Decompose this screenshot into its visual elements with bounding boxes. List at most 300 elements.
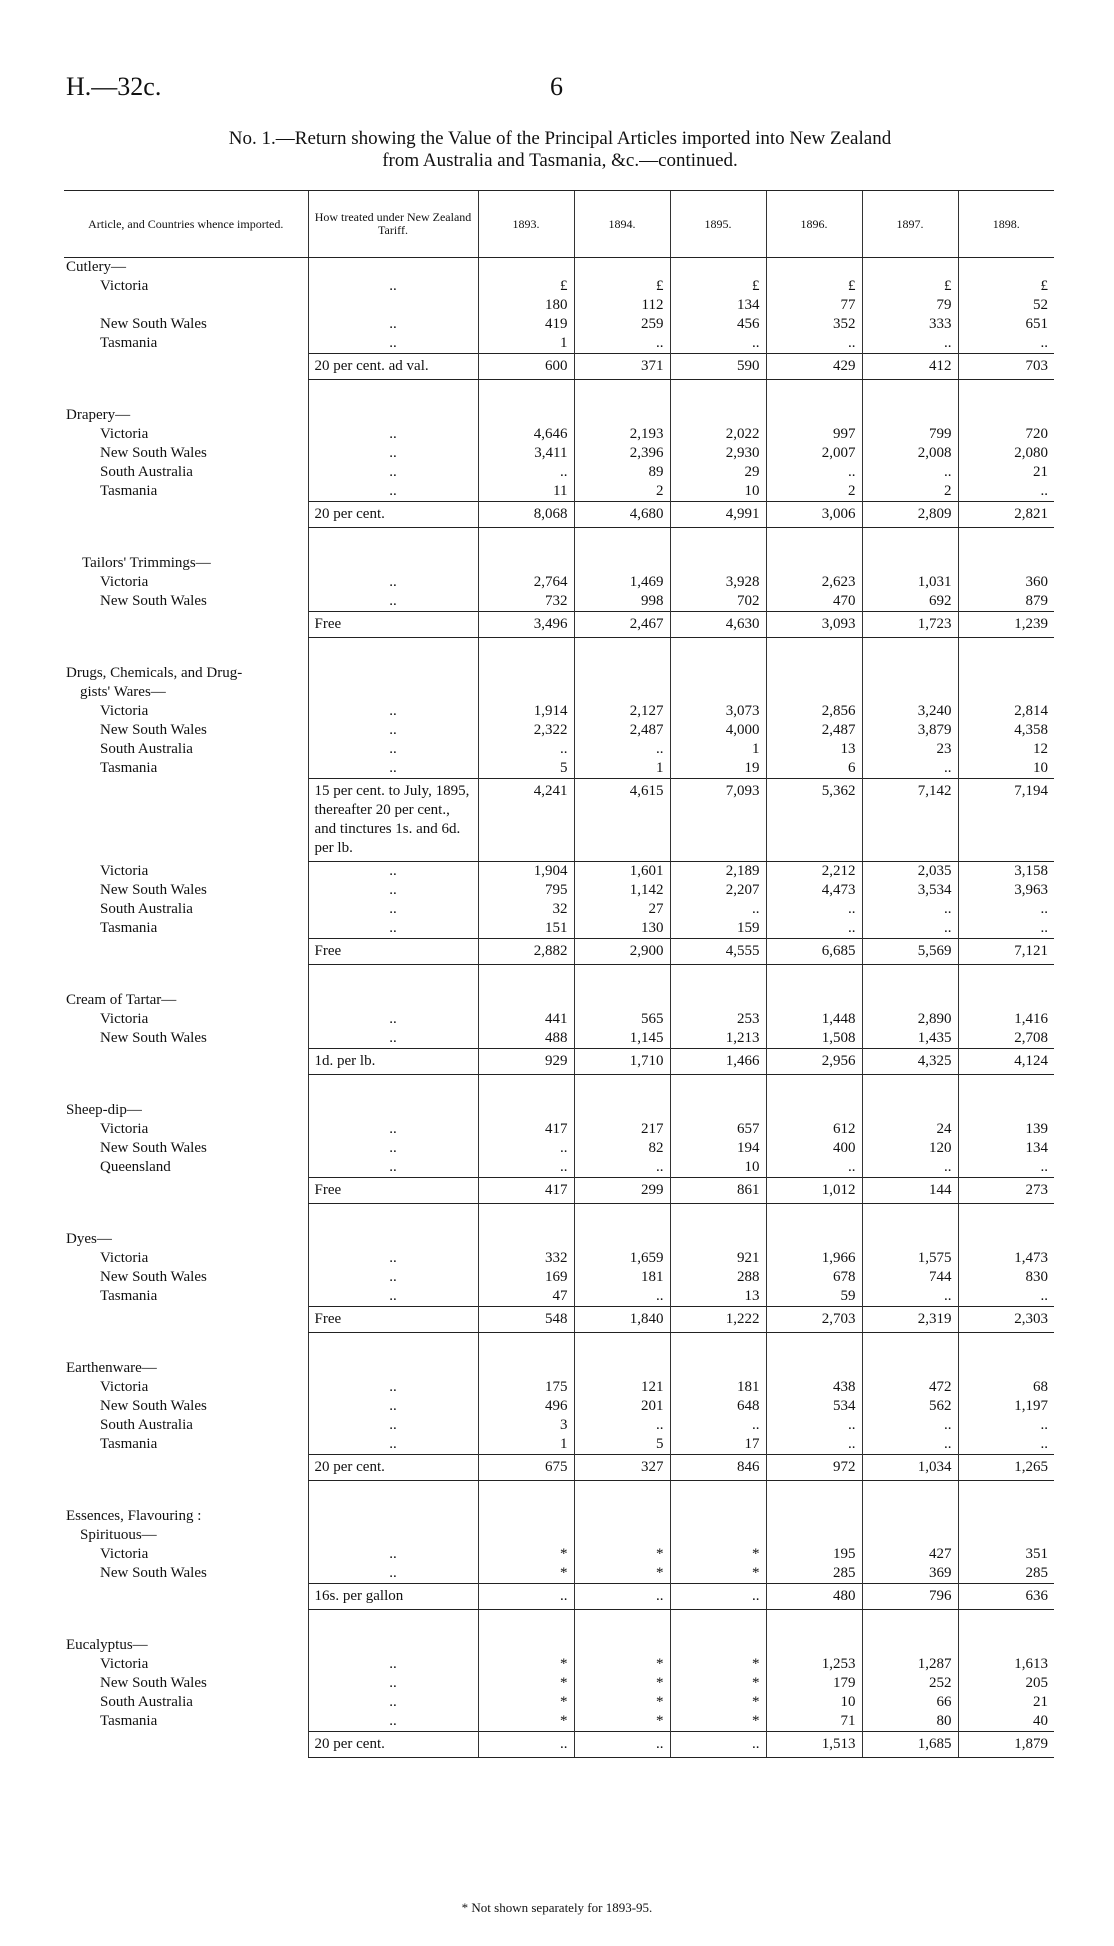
empty-cell (574, 683, 670, 702)
value-cell (574, 1397, 670, 1416)
value-cell (766, 919, 862, 939)
tariff-treatment: .. (389, 426, 397, 442)
empty-cell (64, 1455, 308, 1481)
article-heading (64, 683, 308, 702)
value: 1,840 (629, 1311, 664, 1327)
value: 612 (833, 1121, 856, 1137)
country-label: Tasmania (100, 920, 158, 936)
tariff-treatment: Free (314, 1311, 342, 1327)
value: 1,508 (821, 1030, 856, 1046)
value-cell (574, 1674, 670, 1693)
country-cell (64, 740, 308, 759)
country-cell (64, 1287, 308, 1307)
value-cell (574, 1287, 670, 1307)
country-row (64, 1158, 1054, 1178)
tariff-cell (308, 592, 478, 612)
section-spacer (64, 1333, 1054, 1360)
tariff-treatment: .. (389, 464, 397, 480)
value: .. (1040, 335, 1048, 351)
value: 5 (656, 1436, 664, 1452)
article-heading-row (64, 1526, 1054, 1545)
value-cell (958, 919, 1054, 939)
article-heading (64, 1507, 308, 1526)
value-cell (958, 277, 1054, 315)
value: 590 (737, 358, 760, 374)
value: .. (656, 335, 664, 351)
tariff-cell (308, 939, 478, 965)
value: 562 (929, 1398, 952, 1414)
value-cell (766, 277, 862, 315)
value-cell (670, 573, 766, 592)
country-label: Tasmania (100, 1713, 158, 1729)
country-row (64, 334, 1054, 354)
value: 27 (648, 901, 664, 917)
spacer-cell (574, 1481, 670, 1508)
spacer-cell (308, 1610, 478, 1637)
country-cell (64, 444, 308, 463)
empty-cell (958, 664, 1054, 683)
value: .. (656, 1417, 664, 1433)
value-cell (958, 502, 1054, 528)
tariff-treatment: .. (389, 1417, 397, 1433)
value: .. (944, 760, 952, 776)
value: 2,007 (821, 445, 856, 461)
spacer-cell (766, 528, 862, 555)
value: 2,814 (1014, 703, 1048, 719)
value: 1,966 (821, 1250, 856, 1266)
country-cell (64, 1564, 308, 1584)
value-cell (862, 919, 958, 939)
value: 6 (848, 760, 856, 776)
value-cell (766, 900, 862, 919)
empty-cell (574, 1507, 670, 1526)
value-cell (862, 1158, 958, 1178)
value-cell (670, 1029, 766, 1049)
value: .. (560, 1588, 568, 1604)
tariff-treatment: .. (389, 760, 397, 776)
tariff-cell (308, 425, 478, 444)
value: 2,890 (917, 1011, 952, 1027)
section-spacer (64, 638, 1054, 665)
empty-cell (308, 664, 478, 683)
value-cell (478, 1029, 574, 1049)
spacer-cell (64, 1204, 308, 1231)
spacer-cell (766, 380, 862, 407)
value: 5 (560, 760, 568, 776)
tariff-cell (308, 1307, 478, 1333)
value-cell (862, 315, 958, 334)
value-cell (670, 881, 766, 900)
empty-cell (478, 406, 574, 425)
value-cell (862, 779, 958, 862)
value: .. (560, 741, 568, 757)
value: 2,127 (629, 703, 664, 719)
value: 702 (737, 593, 760, 609)
tariff-treatment: .. (389, 1713, 397, 1729)
empty-cell (862, 1526, 958, 1545)
spacer-cell (478, 380, 574, 407)
article-heading-row (64, 683, 1054, 702)
value-cell (862, 1049, 958, 1075)
value: * (560, 1713, 568, 1729)
tariff-cell (308, 1455, 478, 1481)
value: 17 (744, 1436, 760, 1452)
empty-cell (64, 1178, 308, 1204)
value-cell (766, 779, 862, 862)
column-header: How treated under New Zealand Tariff. (308, 191, 478, 258)
value: 169 (545, 1269, 568, 1285)
value-cell (670, 1545, 766, 1564)
value-cell (766, 1268, 862, 1287)
spacer-cell (574, 528, 670, 555)
value-cell (670, 779, 766, 862)
section-spacer (64, 1610, 1054, 1637)
value-cell (670, 1674, 766, 1693)
value-cell (958, 1378, 1054, 1397)
value-cell (958, 1010, 1054, 1029)
spacer-cell (958, 1333, 1054, 1360)
value-cell (766, 862, 862, 882)
total-row (64, 502, 1054, 528)
value: 12 (1033, 741, 1048, 757)
value: * (656, 1694, 664, 1710)
value: 2,035 (917, 863, 952, 879)
tariff-treatment: .. (389, 1656, 397, 1672)
value: 1,034 (917, 1459, 952, 1475)
section-spacer (64, 1481, 1054, 1508)
total-row (64, 612, 1054, 638)
value: 130 (641, 920, 664, 936)
article-heading (64, 1359, 308, 1378)
value-cell (670, 702, 766, 721)
value-cell (958, 1584, 1054, 1610)
value-cell (478, 1139, 574, 1158)
value-cell (958, 900, 1054, 919)
value-cell (766, 425, 862, 444)
empty-cell (766, 258, 862, 278)
country-label: Tasmania (100, 335, 158, 351)
value-cell (670, 740, 766, 759)
total-row (64, 1584, 1054, 1610)
empty-cell (862, 1507, 958, 1526)
empty-cell (862, 664, 958, 683)
spacer-cell (862, 1481, 958, 1508)
value: 71 (840, 1713, 856, 1729)
value: 181 (641, 1269, 664, 1285)
value-cell (574, 612, 670, 638)
value: .. (848, 464, 856, 480)
article-heading-row (64, 1636, 1054, 1655)
value: .. (944, 1417, 952, 1433)
article-heading-row (64, 554, 1054, 573)
value: 1 (560, 1436, 568, 1452)
value-cell (478, 1564, 574, 1584)
value-cell (958, 1049, 1054, 1075)
tariff-cell (308, 463, 478, 482)
value: 7,142 (917, 783, 952, 799)
value-cell (574, 1564, 670, 1584)
value: 2,956 (821, 1053, 856, 1069)
value: 217 (641, 1121, 664, 1137)
value-cell (574, 425, 670, 444)
value: 2,856 (821, 703, 856, 719)
value-cell (766, 1397, 862, 1416)
value-cell (766, 1049, 862, 1075)
value-cell (478, 1178, 574, 1204)
value-cell (670, 1416, 766, 1435)
value: 1,253 (821, 1656, 856, 1672)
value-cell (958, 1655, 1054, 1674)
title-line-1: No. 1.—Return showing the Value of the Principal Articles imported into New Zealand (228, 128, 892, 149)
country-label: Queensland (100, 1159, 171, 1175)
empty-cell (766, 1636, 862, 1655)
country-row (64, 1564, 1054, 1584)
empty-cell (766, 1526, 862, 1545)
value-cell (574, 1249, 670, 1268)
section-spacer (64, 528, 1054, 555)
country-label: New South Wales (100, 1565, 207, 1581)
country-cell (64, 900, 308, 919)
tariff-cell (308, 573, 478, 592)
value: 7,093 (725, 783, 760, 799)
value-cell (670, 1249, 766, 1268)
value-cell (862, 1712, 958, 1732)
country-row (64, 1378, 1054, 1397)
value-cell (862, 881, 958, 900)
value: 441 (545, 1011, 568, 1027)
spacer-cell (862, 965, 958, 992)
country-label: New South Wales (100, 316, 207, 332)
tariff-treatment: .. (389, 1269, 397, 1285)
value: 175 (545, 1379, 568, 1395)
value: 3,879 (917, 722, 952, 738)
tariff-cell (308, 1178, 478, 1204)
value-cell (958, 1158, 1054, 1178)
empty-cell (308, 1101, 478, 1120)
value-cell (574, 1049, 670, 1075)
value: * (656, 1656, 664, 1672)
value: 438 (833, 1379, 856, 1395)
value: .. (656, 1736, 664, 1752)
value: 548 (545, 1311, 568, 1327)
value: 66 (936, 1694, 952, 1710)
value-cell (574, 1178, 670, 1204)
value: 692 (929, 593, 952, 609)
value-cell (478, 1307, 574, 1333)
value-cell (478, 354, 574, 380)
tariff-cell (308, 1693, 478, 1712)
spacer-cell (670, 638, 766, 665)
value-cell (670, 939, 766, 965)
tariff-cell (308, 1655, 478, 1674)
value: * (560, 1656, 568, 1672)
value: 419 (545, 316, 568, 332)
country-row (64, 482, 1054, 502)
value-cell (862, 482, 958, 502)
empty-cell (574, 1101, 670, 1120)
country-row (64, 1249, 1054, 1268)
value: 2,487 (629, 722, 664, 738)
country-row (64, 1397, 1054, 1416)
value: 3,073 (725, 703, 760, 719)
column-header: 1896. (766, 191, 862, 258)
value: 19 (744, 760, 760, 776)
value: 1,601 (629, 863, 664, 879)
value: 2,882 (533, 943, 568, 959)
tariff-treatment: 20 per cent. (314, 1459, 385, 1475)
value: 657 (737, 1121, 760, 1137)
value-cell (478, 1455, 574, 1481)
tariff-cell (308, 1712, 478, 1732)
tariff-cell (308, 1435, 478, 1455)
value: 2,207 (725, 882, 760, 898)
value: 1,723 (917, 616, 952, 632)
empty-cell (308, 683, 478, 702)
value: 121 (641, 1379, 664, 1395)
value-cell (574, 463, 670, 482)
country-row (64, 1435, 1054, 1455)
value: 3,411 (534, 445, 568, 461)
section-spacer (64, 965, 1054, 992)
value-cell (958, 1732, 1054, 1758)
value-cell (574, 1158, 670, 1178)
value: 195 (833, 1546, 856, 1562)
country-cell (64, 1397, 308, 1416)
value: .. (848, 335, 856, 351)
article-heading-label: Cutlery— (66, 259, 126, 275)
value-cell (574, 277, 670, 315)
value-cell (478, 1435, 574, 1455)
value-cell (958, 1120, 1054, 1139)
empty-cell (478, 1526, 574, 1545)
value: 1,879 (1014, 1736, 1048, 1752)
value-cell (862, 1029, 958, 1049)
value: * (656, 1675, 664, 1691)
article-heading-label: Cream of Tartar— (66, 992, 177, 1008)
value: 675 (545, 1459, 568, 1475)
value: 205 (1025, 1675, 1048, 1691)
value: .. (560, 1159, 568, 1175)
value: .. (944, 1159, 952, 1175)
empty-cell (478, 1230, 574, 1249)
total-row (64, 1732, 1054, 1758)
value-cell (862, 1655, 958, 1674)
value-cell (478, 900, 574, 919)
value-cell (862, 702, 958, 721)
value-cell (478, 1010, 574, 1029)
country-label: Tasmania (100, 1288, 158, 1304)
value: 1,239 (1014, 616, 1048, 632)
country-row (64, 1287, 1054, 1307)
value-cell (574, 1712, 670, 1732)
value: £ 79 (936, 278, 952, 313)
country-row (64, 1545, 1054, 1564)
empty-cell (670, 1507, 766, 1526)
value: 400 (833, 1140, 856, 1156)
value-cell (478, 759, 574, 779)
empty-cell (478, 683, 574, 702)
country-row (64, 1029, 1054, 1049)
spacer-cell (670, 528, 766, 555)
value-cell (862, 1545, 958, 1564)
value-cell (766, 1416, 862, 1435)
value-cell (766, 1139, 862, 1158)
value-cell (478, 573, 574, 592)
value: 352 (833, 316, 856, 332)
value-cell (766, 1249, 862, 1268)
value: 2,708 (1014, 1030, 1048, 1046)
value-cell (574, 1029, 670, 1049)
value-cell (574, 1455, 670, 1481)
country-label: South Australia (100, 1694, 193, 1710)
value-cell (574, 862, 670, 882)
value: 10 (1033, 760, 1048, 776)
value: 2,189 (725, 863, 760, 879)
country-label: New South Wales (100, 445, 207, 461)
value-cell (478, 1397, 574, 1416)
tariff-cell (308, 1732, 478, 1758)
spacer-cell (766, 1204, 862, 1231)
article-heading-row (64, 1507, 1054, 1526)
value-cell (766, 334, 862, 354)
value: 1,473 (1014, 1250, 1048, 1266)
value: .. (656, 1159, 664, 1175)
value-cell (574, 1139, 670, 1158)
value-cell (670, 592, 766, 612)
value-cell (958, 463, 1054, 482)
spacer-cell (670, 1333, 766, 1360)
value-cell (670, 1455, 766, 1481)
value-cell (766, 1732, 862, 1758)
tariff-treatment: 1d. per lb. (314, 1053, 376, 1069)
value-cell (958, 1249, 1054, 1268)
value-cell (670, 1287, 766, 1307)
value-cell (958, 425, 1054, 444)
spacer-cell (308, 380, 478, 407)
value: 830 (1025, 1269, 1048, 1285)
empty-cell (64, 612, 308, 638)
value: .. (944, 335, 952, 351)
value: .. (848, 901, 856, 917)
empty-cell (308, 1359, 478, 1378)
value-cell (958, 1307, 1054, 1333)
value-cell (478, 721, 574, 740)
value: 4,325 (917, 1053, 952, 1069)
value-cell (670, 862, 766, 882)
article-heading-row (64, 1230, 1054, 1249)
country-cell (64, 1268, 308, 1287)
spacer-cell (574, 1204, 670, 1231)
value: 10 (840, 1694, 856, 1710)
value-cell (574, 444, 670, 463)
value-cell (766, 315, 862, 334)
value-cell (574, 334, 670, 354)
value: 68 (1033, 1379, 1048, 1395)
spacer-cell (308, 638, 478, 665)
value-cell (766, 1120, 862, 1139)
value-cell (574, 592, 670, 612)
country-cell (64, 573, 308, 592)
value: 861 (737, 1182, 760, 1198)
country-row (64, 573, 1054, 592)
tariff-cell (308, 1268, 478, 1287)
tariff-cell (308, 1120, 478, 1139)
value: 470 (833, 593, 856, 609)
country-cell (64, 1120, 308, 1139)
value-cell (958, 862, 1054, 882)
value: 4,241 (533, 783, 568, 799)
value-cell (766, 740, 862, 759)
